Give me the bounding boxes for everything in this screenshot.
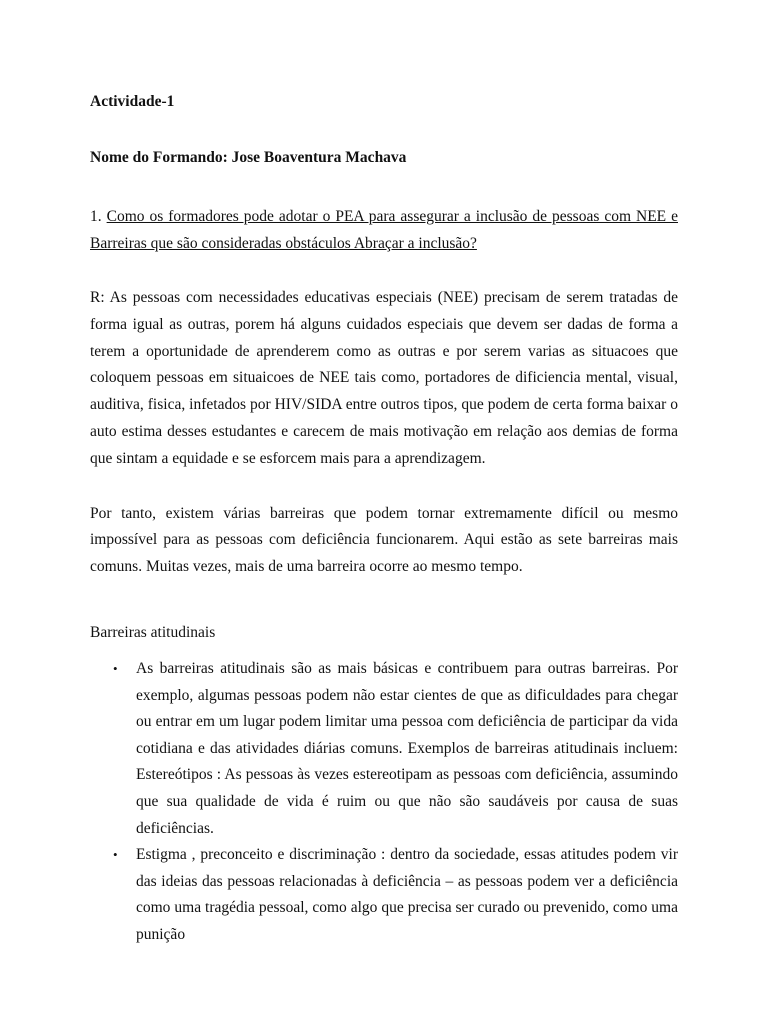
list-item-text: Estigma , preconceito e discriminação : dentro da sociedade, essas atitudes podem vir das ideias das pessoas relacionadas à deficiência – as pessoas podem ver a deficiência como uma tragédia pessoal, como algo que precisa ser curado ou prevenido, como uma punição <box>136 846 678 943</box>
barrier-list <box>90 656 678 949</box>
list-item-text: As barreiras atitudinais são as mais básicas e contribuem para outras barreiras. Por exemplo, algumas pessoas podem não estar cientes de que as dificuldades para chegar ou entrar em um lugar podem limitar uma pessoa com deficiência de participar da vida cotidiana e das atividades diárias comuns. Exemplos de barreiras atitudinais incluem: Estereótipos : As pessoas às vezes estereotipam as pessoas com deficiência, assumindo que sua qualidade de vida é ruim ou que não são saudáveis por causa de suas deficiências. <box>136 659 678 837</box>
bullet-icon: • <box>113 847 118 863</box>
student-name-line: Nome do Formando: Jose Boaventura Machava <box>90 149 407 166</box>
section-heading: Barreiras atitudinais <box>90 623 216 641</box>
list-item <box>113 842 678 948</box>
list-item <box>113 656 678 842</box>
bullet-icon: • <box>113 660 118 676</box>
question-1 <box>90 204 678 257</box>
answer-paragraph: R: As pessoas com necessidades educativas especiais (NEE) precisam de serem tratadas de forma igual as outras, porem há alguns cuidados especiais que devem ser dadas de forma a terem a oportunidade de aprenderem como as outras e por serem varias as situacoes que coloquem pessoas em situaicoes de NEE tais como, portadores de dificiencia mental, visual, auditiva, fisica, infetados por HIV/SIDA entre outros tipos, que podem de certa forma baixar o auto estima desses estudantes e carecem de mais motivação em relação aos demias de forma que sintam a equidade e se esforcem mais para a aprendizagem. <box>90 289 678 467</box>
document-title: Actividade-1 <box>90 93 175 110</box>
question-number: 1. <box>90 208 102 225</box>
intro-paragraph: Por tanto, existem várias barreiras que podem tornar extremamente difícil ou mesmo impossível para as pessoas com deficiência funcionarem. Aqui estão as sete barreiras mais comuns. Muitas vezes, mais de uma barreira ocorre ao mesmo tempo. <box>90 504 678 576</box>
question-text: Como os formadores pode adotar o PEA para assegurar a inclusão de pessoas com NEE e Barreiras que são consideradas obstáculos Abraçar a inclusão? <box>90 208 678 252</box>
